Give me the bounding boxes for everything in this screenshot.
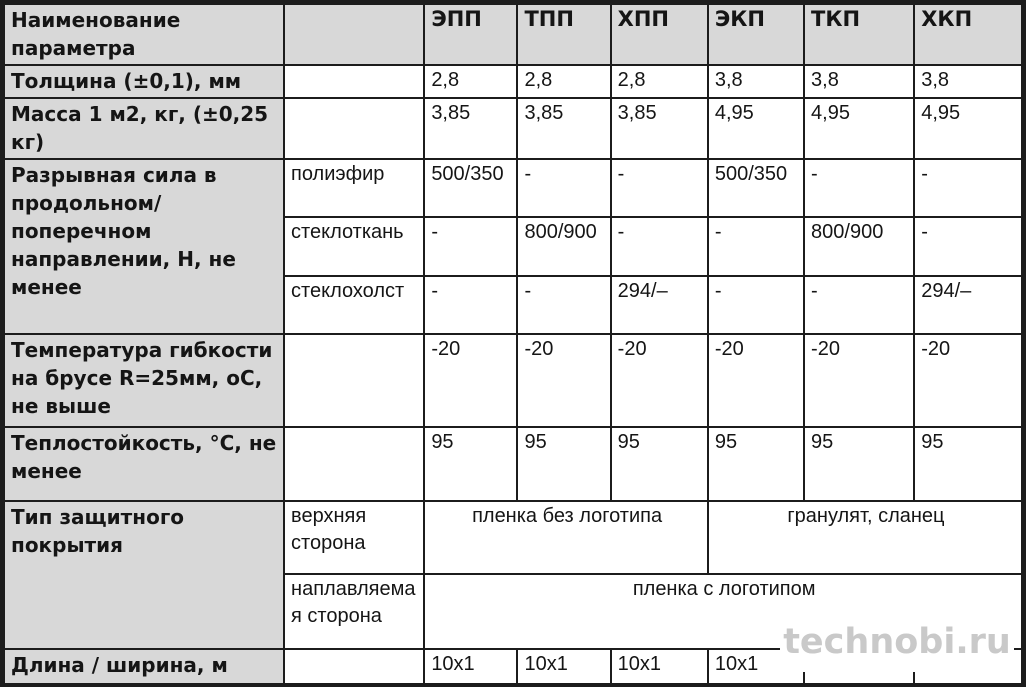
thickness-value: 3,8 (914, 65, 1023, 98)
breaking-force-value: - (611, 217, 708, 276)
breaking-force-value: 800/900 (804, 217, 914, 276)
header-col-hkp: ХКП (914, 3, 1023, 66)
header-param-name: Наименование параметра (3, 3, 285, 66)
heat-resistance-label: Теплостойкость, °С, не менее (3, 427, 285, 501)
thickness-value: 2,8 (424, 65, 517, 98)
empty-cell (284, 427, 424, 501)
breaking-force-label: Разрывная сила в продольном/поперечном направлении, Н, не менее (3, 159, 285, 334)
flexibility-value: -20 (611, 334, 708, 427)
thickness-value: 2,8 (611, 65, 708, 98)
empty-cell (284, 65, 424, 98)
header-col-ekp: ЭКП (708, 3, 804, 66)
thickness-label: Толщина (±0,1), мм (3, 65, 285, 98)
row-thickness (3, 65, 1024, 98)
flexibility-value: -20 (804, 334, 914, 427)
header-col-epp: ЭПП (424, 3, 517, 66)
header-col-tpp: ТПП (517, 3, 610, 66)
mass-value: 3,85 (517, 98, 610, 159)
base-glass-fabric: стеклоткань (284, 217, 424, 276)
dimensions-value: 10х1 (517, 649, 610, 685)
breaking-force-value: - (804, 276, 914, 334)
breaking-force-value: - (424, 276, 517, 334)
flexibility-label: Температура гибкости на брусе R=25мм, оС, не выше (3, 334, 285, 427)
dimensions-value: 10х1 (611, 649, 708, 685)
heat-resistance-value: 95 (708, 427, 804, 501)
watermark-text: technobi.ru (783, 621, 1011, 662)
coating-label: Тип защитного покрытия (3, 501, 285, 649)
breaking-force-value: 500/350 (424, 159, 517, 217)
coating-top-right-span: гранулят, сланец (708, 501, 1024, 574)
coating-top-left-span: пленка без логотипа (424, 501, 708, 574)
breaking-force-value: - (708, 217, 804, 276)
thickness-value: 3,8 (708, 65, 804, 98)
row-breaking-force-polyester (3, 159, 1024, 217)
empty-cell (284, 334, 424, 427)
flexibility-value: -20 (424, 334, 517, 427)
heat-resistance-value: 95 (424, 427, 517, 501)
thickness-value: 3,8 (804, 65, 914, 98)
header-row (3, 3, 1024, 66)
dimensions-label: Длина / ширина, м (3, 649, 285, 685)
breaking-force-value: - (517, 276, 610, 334)
empty-cell (284, 98, 424, 159)
base-top-side: верхняя сторона (284, 501, 424, 574)
row-mass (3, 98, 1024, 159)
breaking-force-value: 294/– (914, 276, 1023, 334)
thickness-value: 2,8 (517, 65, 610, 98)
breaking-force-value: 500/350 (708, 159, 804, 217)
flexibility-value: -20 (708, 334, 804, 427)
breaking-force-value: - (611, 159, 708, 217)
header-col-hpp: ХПП (611, 3, 708, 66)
row-flexibility (3, 334, 1024, 427)
header-col-tkp: ТКП (804, 3, 914, 66)
breaking-force-value: - (708, 276, 804, 334)
watermark (780, 611, 1014, 672)
mass-value: 4,95 (708, 98, 804, 159)
base-glass-fleece: стеклохолст (284, 276, 424, 334)
heat-resistance-value: 95 (804, 427, 914, 501)
heat-resistance-value: 95 (914, 427, 1023, 501)
breaking-force-value: 294/– (611, 276, 708, 334)
coating-weld-full-span: пленка с логотипом (424, 574, 1023, 649)
empty-cell (284, 649, 424, 685)
flexibility-value: -20 (914, 334, 1023, 427)
mass-value: 3,85 (424, 98, 517, 159)
flexibility-value: -20 (517, 334, 610, 427)
mass-value: 4,95 (914, 98, 1023, 159)
heat-resistance-value: 95 (517, 427, 610, 501)
breaking-force-value: 800/900 (517, 217, 610, 276)
breaking-force-value: - (804, 159, 914, 217)
row-coating-top-side (3, 501, 1024, 574)
breaking-force-value: - (914, 217, 1023, 276)
dimensions-value: 10х1 (424, 649, 517, 685)
mass-value: 3,85 (611, 98, 708, 159)
dimensions-value: 10х1 (708, 649, 804, 685)
header-sub-empty-cell (284, 3, 424, 66)
base-polyester: полиэфир (284, 159, 424, 217)
heat-resistance-value: 95 (611, 427, 708, 501)
breaking-force-value: - (517, 159, 610, 217)
mass-value: 4,95 (804, 98, 914, 159)
mass-label: Масса 1 м2, кг, (±0,25 кг) (3, 98, 285, 159)
row-heat-resistance (3, 427, 1024, 501)
breaking-force-value: - (914, 159, 1023, 217)
base-weld-side: наплавляемая сторона (284, 574, 424, 649)
breaking-force-value: - (424, 217, 517, 276)
